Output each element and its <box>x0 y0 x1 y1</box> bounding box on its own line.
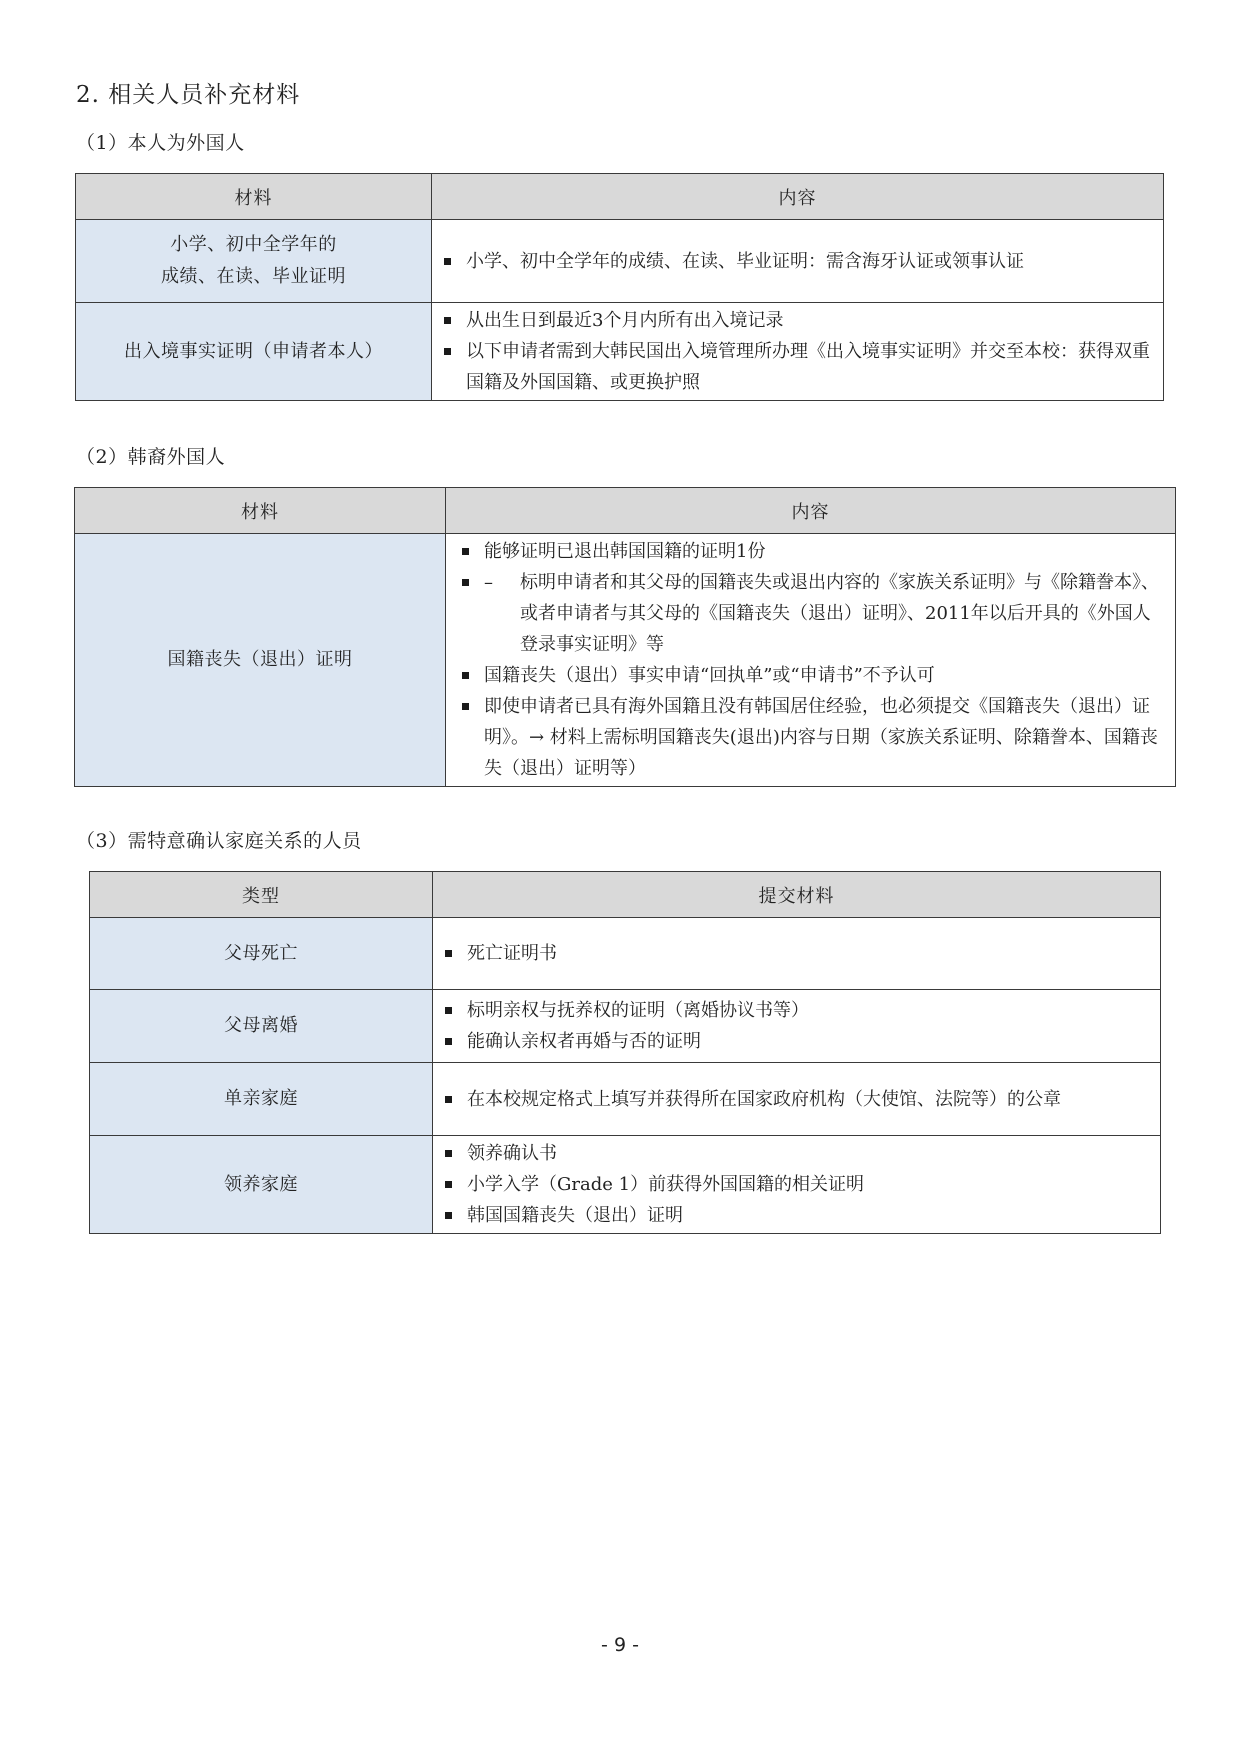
material-cell <box>76 220 432 303</box>
dash-marker: – <box>484 572 493 593</box>
material-cell: 出入境事实证明（申请者本人） <box>76 303 432 401</box>
list-item: 在本校规定格式上填写并获得所在国家政府机构（大使馆、法院等）的公章 <box>443 1084 1148 1115</box>
list-item: 死亡证明书 <box>443 938 1148 969</box>
list-item: 国籍丧失（退出）事实申请“回执单”或“申请书”不予认可 <box>460 660 1163 691</box>
table-row <box>90 1063 1161 1136</box>
list-item: 小学入学（Grade 1）前获得外国国籍的相关证明 <box>443 1169 1148 1200</box>
table-row <box>76 303 1164 401</box>
table-row <box>75 534 1176 787</box>
sub-item-text: 标明申请者和其父母的国籍丧失或退出内容的《家族关系证明》与《除籍誊本》、或者申请者与其父母的《国籍丧失（退出）证明》、2011年以后开具的《外国人登录事实证明》等 <box>520 572 1159 655</box>
column-header-submit: 提交材料 <box>433 872 1161 918</box>
list-item: 以下申请者需到大韩民国出入境管理所办理《出入境事实证明》并交至本校：获得双重国籍及外国国籍、或更换护照 <box>442 336 1151 398</box>
subsection-title-2: （2）韩裔外国人 <box>76 446 226 468</box>
list-item: 韩国国籍丧失（退出）证明 <box>443 1200 1148 1231</box>
list-item: 小学、初中全学年的成绩、在读、毕业证明：需含海牙认证或领事认证 <box>442 246 1151 277</box>
list-item: 能够证明已退出韩国国籍的证明1份 <box>460 536 1163 567</box>
subsection-title-1: （1）本人为外国人 <box>76 132 245 154</box>
table-row <box>76 220 1164 303</box>
table-foreigner-materials <box>75 173 1164 401</box>
content-cell <box>433 990 1161 1063</box>
content-cell <box>432 220 1164 303</box>
type-cell: 父母死亡 <box>90 918 433 990</box>
sub-list-item <box>460 567 1163 660</box>
content-cell <box>433 1136 1161 1234</box>
content-cell <box>433 1063 1161 1136</box>
table-row <box>90 918 1161 990</box>
column-header-material: 材料 <box>76 174 432 220</box>
column-header-content: 内容 <box>446 488 1176 534</box>
list-item: 即使申请者已具有海外国籍且没有韩国居住经验，也必须提交《国籍丧失（退出）证明》。→ 材料上需标明国籍丧失(退出)内容与日期（家族关系证明、除籍誊本、国籍丧失（退出）证明等） <box>460 691 1163 784</box>
material-line: 成绩、在读、毕业证明 <box>161 266 346 287</box>
column-header-material: 材料 <box>75 488 446 534</box>
column-header-content: 内容 <box>432 174 1164 220</box>
material-cell: 国籍丧失（退出）证明 <box>75 534 446 787</box>
table-row <box>90 990 1161 1063</box>
content-cell <box>446 534 1176 787</box>
type-cell: 单亲家庭 <box>90 1063 433 1136</box>
list-item: 领养确认书 <box>443 1138 1148 1169</box>
list-item: 从出生日到最近3个月内所有出入境记录 <box>442 305 1151 336</box>
table-family-relations <box>89 871 1161 1234</box>
table-korean-descent <box>74 487 1176 787</box>
material-line: 小学、初中全学年的 <box>170 234 337 255</box>
list-item: 标明亲权与抚养权的证明（离婚协议书等） <box>443 995 1148 1026</box>
type-cell: 领养家庭 <box>90 1136 433 1234</box>
section-heading: 2. 相关人员补充材料 <box>76 82 301 108</box>
table-row <box>90 1136 1161 1234</box>
list-item: 能确认亲权者再婚与否的证明 <box>443 1026 1148 1057</box>
type-cell: 父母离婚 <box>90 990 433 1063</box>
column-header-type: 类型 <box>90 872 433 918</box>
content-cell <box>433 918 1161 990</box>
content-cell <box>432 303 1164 401</box>
subsection-title-3: （3）需特意确认家庭关系的人员 <box>76 830 362 852</box>
page-number: - 9 - <box>601 1634 639 1656</box>
